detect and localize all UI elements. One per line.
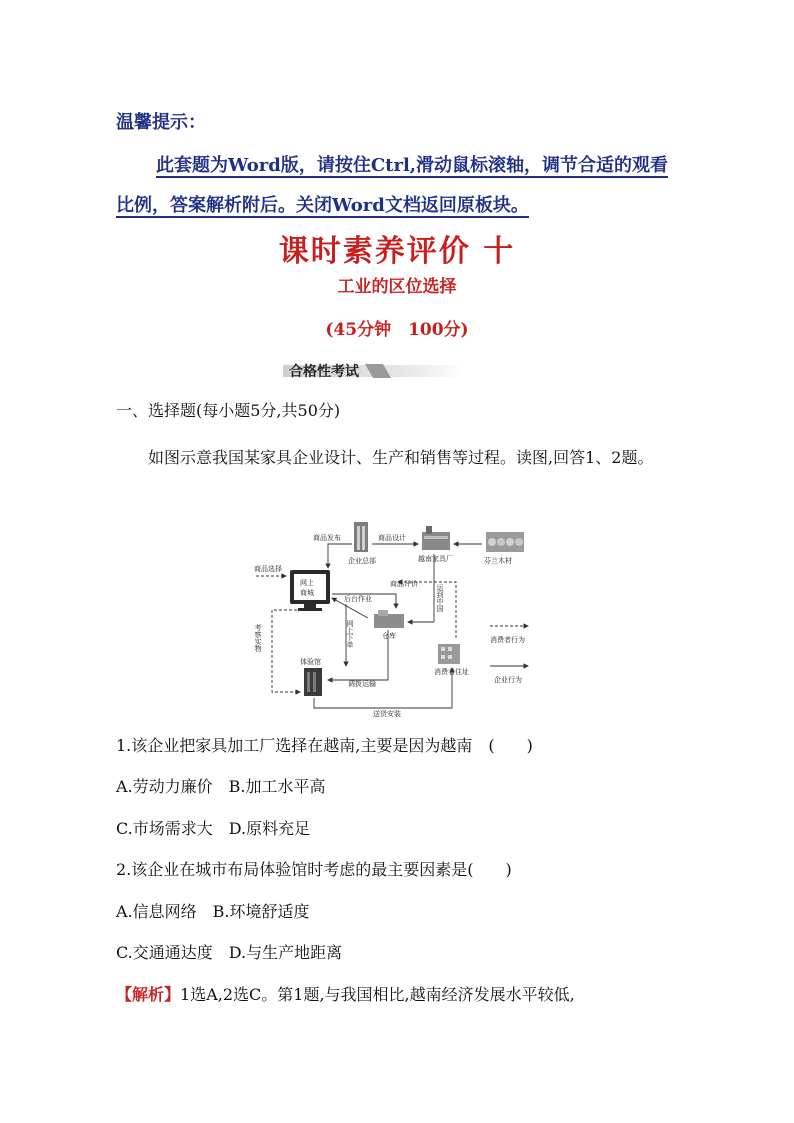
warehouse-label: 仓库: [382, 632, 396, 640]
factory-label: 越南家具厂: [418, 555, 453, 563]
page-title: 课时素养评价 十: [278, 234, 516, 269]
timber-label: 芬兰木材: [484, 557, 512, 565]
online-label-2: 商城: [300, 589, 314, 597]
select-label: 商品选择: [254, 565, 282, 573]
transfer-label: 调拨运输: [348, 680, 376, 688]
factory-icon: [422, 526, 450, 550]
question-2-options-b: C.交通通达度 D.与生产地距离: [116, 943, 343, 962]
time-score: (45分钟 100分): [325, 320, 469, 340]
consumer-home-icon: [438, 644, 460, 664]
tip-title: 温馨提示：: [116, 112, 206, 133]
design-label: 商品设计: [378, 534, 406, 542]
hq-building-icon: [354, 522, 368, 552]
timber-icon: [486, 532, 524, 552]
release-label: 商品发布: [313, 534, 341, 542]
tip-body-text: 此套题为Word版，请按住Ctrl,滑动鼠标滚轴，调节合适的观看比例，答案解析附后。关闭Word文档返回原板块。: [116, 155, 669, 216]
analysis-tag: 【解析】: [116, 985, 181, 1004]
backend-label: 后台作业: [344, 595, 372, 603]
analysis-paragraph: [116, 982, 686, 1005]
section-heading: 一、选择题(每小题5分,共50分): [116, 401, 341, 420]
question-1-options-a: A.劳动力廉价 B.加工水平高: [116, 777, 326, 796]
badge-label: 合格性考试: [289, 364, 359, 380]
question-1-options-b: C.市场需求大 D.原料充足: [116, 819, 311, 838]
question-2-options-a: A.信息网络 B.环境舒适度: [116, 902, 310, 921]
inspect-label: 考察实物: [254, 624, 262, 652]
process-diagram: [228, 518, 558, 718]
online-label-1: 网上: [300, 579, 314, 587]
warehouse-icon: [374, 610, 404, 628]
hq-label: 企业总部: [348, 557, 376, 565]
tip-body: [116, 146, 686, 226]
order-label: 网上下单: [346, 620, 354, 648]
consumer-label: 消费者住址: [434, 668, 469, 676]
eval-label: 商品评价: [390, 580, 418, 588]
section-badge: [283, 361, 463, 381]
showroom-icon: [304, 668, 322, 696]
legend-consumer: 消费者行为: [490, 636, 525, 644]
ship-label: 运到中国: [436, 584, 444, 612]
lesson-subtitle: 工业的区位选择: [337, 277, 457, 297]
question-1-stem: 1.该企业把家具加工厂选择在越南,主要是因为越南 ( ): [116, 736, 533, 755]
showroom-label: 体验馆: [300, 658, 321, 666]
delivery-label: 送货安装: [373, 710, 401, 718]
analysis-text: 1选A,2选C。第1题,与我国相比,越南经济发展水平较低,: [180, 985, 575, 1004]
question-2-stem: 2.该企业在城市布局体验馆时考虑的最主要因素是( ): [116, 860, 512, 879]
legend-enterprise: 企业行为: [494, 676, 522, 684]
intro-paragraph: 如图示意我国某家具企业设计、生产和销售等过程。读图,回答1、2题。: [148, 448, 654, 467]
